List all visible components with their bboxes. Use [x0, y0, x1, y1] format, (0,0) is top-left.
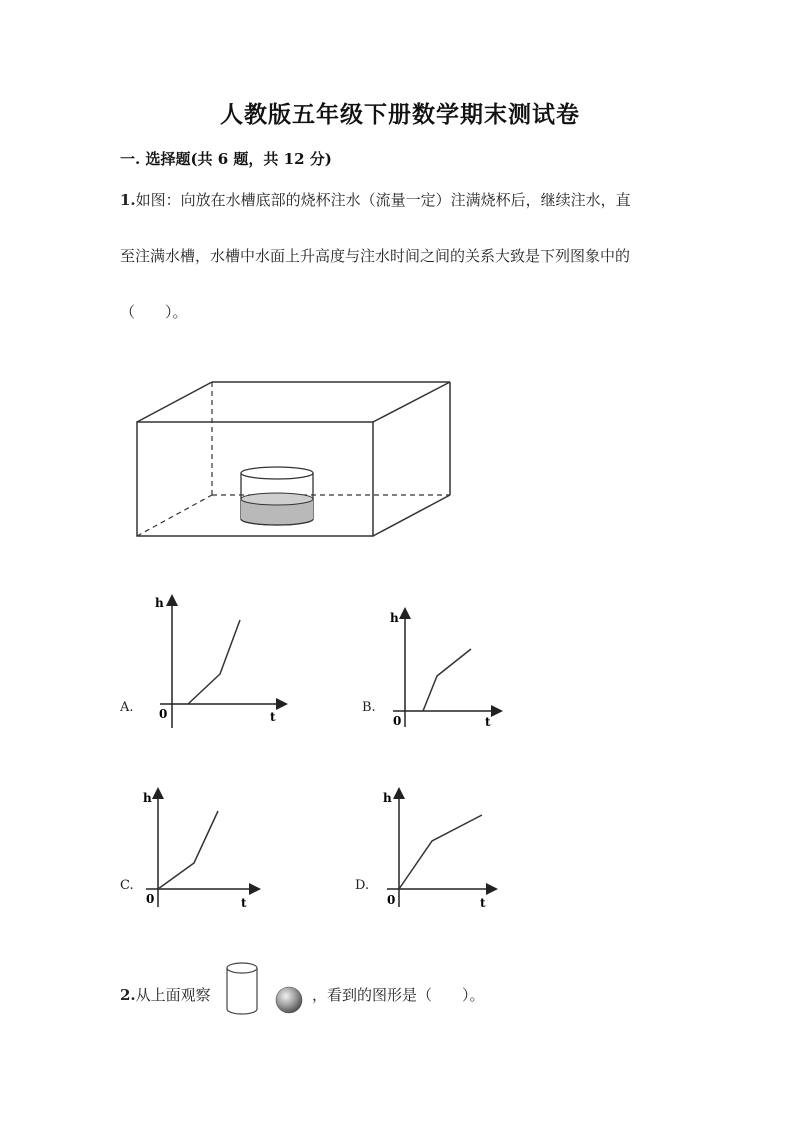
question-1-line-3: （ ）。 [120, 303, 188, 321]
y-axis-label: h [383, 791, 392, 805]
question-2-line-start [120, 984, 211, 1005]
tank-top-right-edge [373, 382, 450, 422]
y-axis-label: h [155, 596, 164, 610]
question-1-line-1 [120, 189, 631, 210]
tank-hidden-left-bottom-edge [137, 495, 212, 536]
tank-top-left-edge [137, 382, 212, 422]
beaker-water-surface [241, 493, 313, 505]
water-tank-figure [130, 375, 460, 540]
option-c-label: C. [120, 878, 134, 893]
question-2-number: 2. [120, 986, 136, 1004]
origin-label: 0 [387, 893, 396, 907]
beaker-rim [241, 467, 313, 479]
cylinder-figure [224, 960, 260, 1018]
option-d-label: D. [355, 878, 370, 893]
option-b-label: B. [362, 700, 376, 715]
page-title: 人教版五年级下册数学期末测试卷 [220, 101, 580, 128]
graph-line [188, 620, 240, 704]
y-axis-label: h [143, 791, 152, 805]
graph-line [399, 815, 482, 889]
question-2-text-before: 从上面观察 [135, 986, 211, 1004]
question-1-text-1: 如图：向放在水槽底部的烧杯注水（流量一定）注满烧杯后，继续注水，直 [135, 191, 631, 209]
x-axis-label: t [270, 710, 276, 724]
x-axis-label: t [480, 896, 486, 910]
x-axis-label: t [485, 715, 491, 729]
origin-label: 0 [146, 892, 155, 906]
y-axis-label: h [390, 611, 399, 625]
origin-label: 0 [159, 707, 168, 721]
option-a-graph [150, 590, 290, 740]
beaker [241, 467, 313, 525]
tank-right-bottom-edge [373, 495, 450, 536]
question-2-text-after: ，看到的图形是（ ）。 [312, 986, 485, 1004]
question-1-line-2: 至注满水槽，水槽中水面上升高度与注水时间之间的关系大致是下列图象中的 [120, 247, 631, 265]
graph-line [158, 811, 218, 889]
question-1-number: 1. [120, 191, 136, 209]
sphere-figure [274, 985, 304, 1015]
option-c-graph [140, 785, 265, 915]
x-axis-label: t [241, 896, 247, 910]
origin-label: 0 [393, 714, 402, 728]
section-heading: 一. 选择题(共 6 题，共 12 分) [120, 150, 332, 168]
graph-line [423, 649, 471, 711]
option-b-graph [385, 605, 505, 735]
option-a-label: A. [120, 700, 134, 715]
option-d-graph [380, 785, 500, 915]
